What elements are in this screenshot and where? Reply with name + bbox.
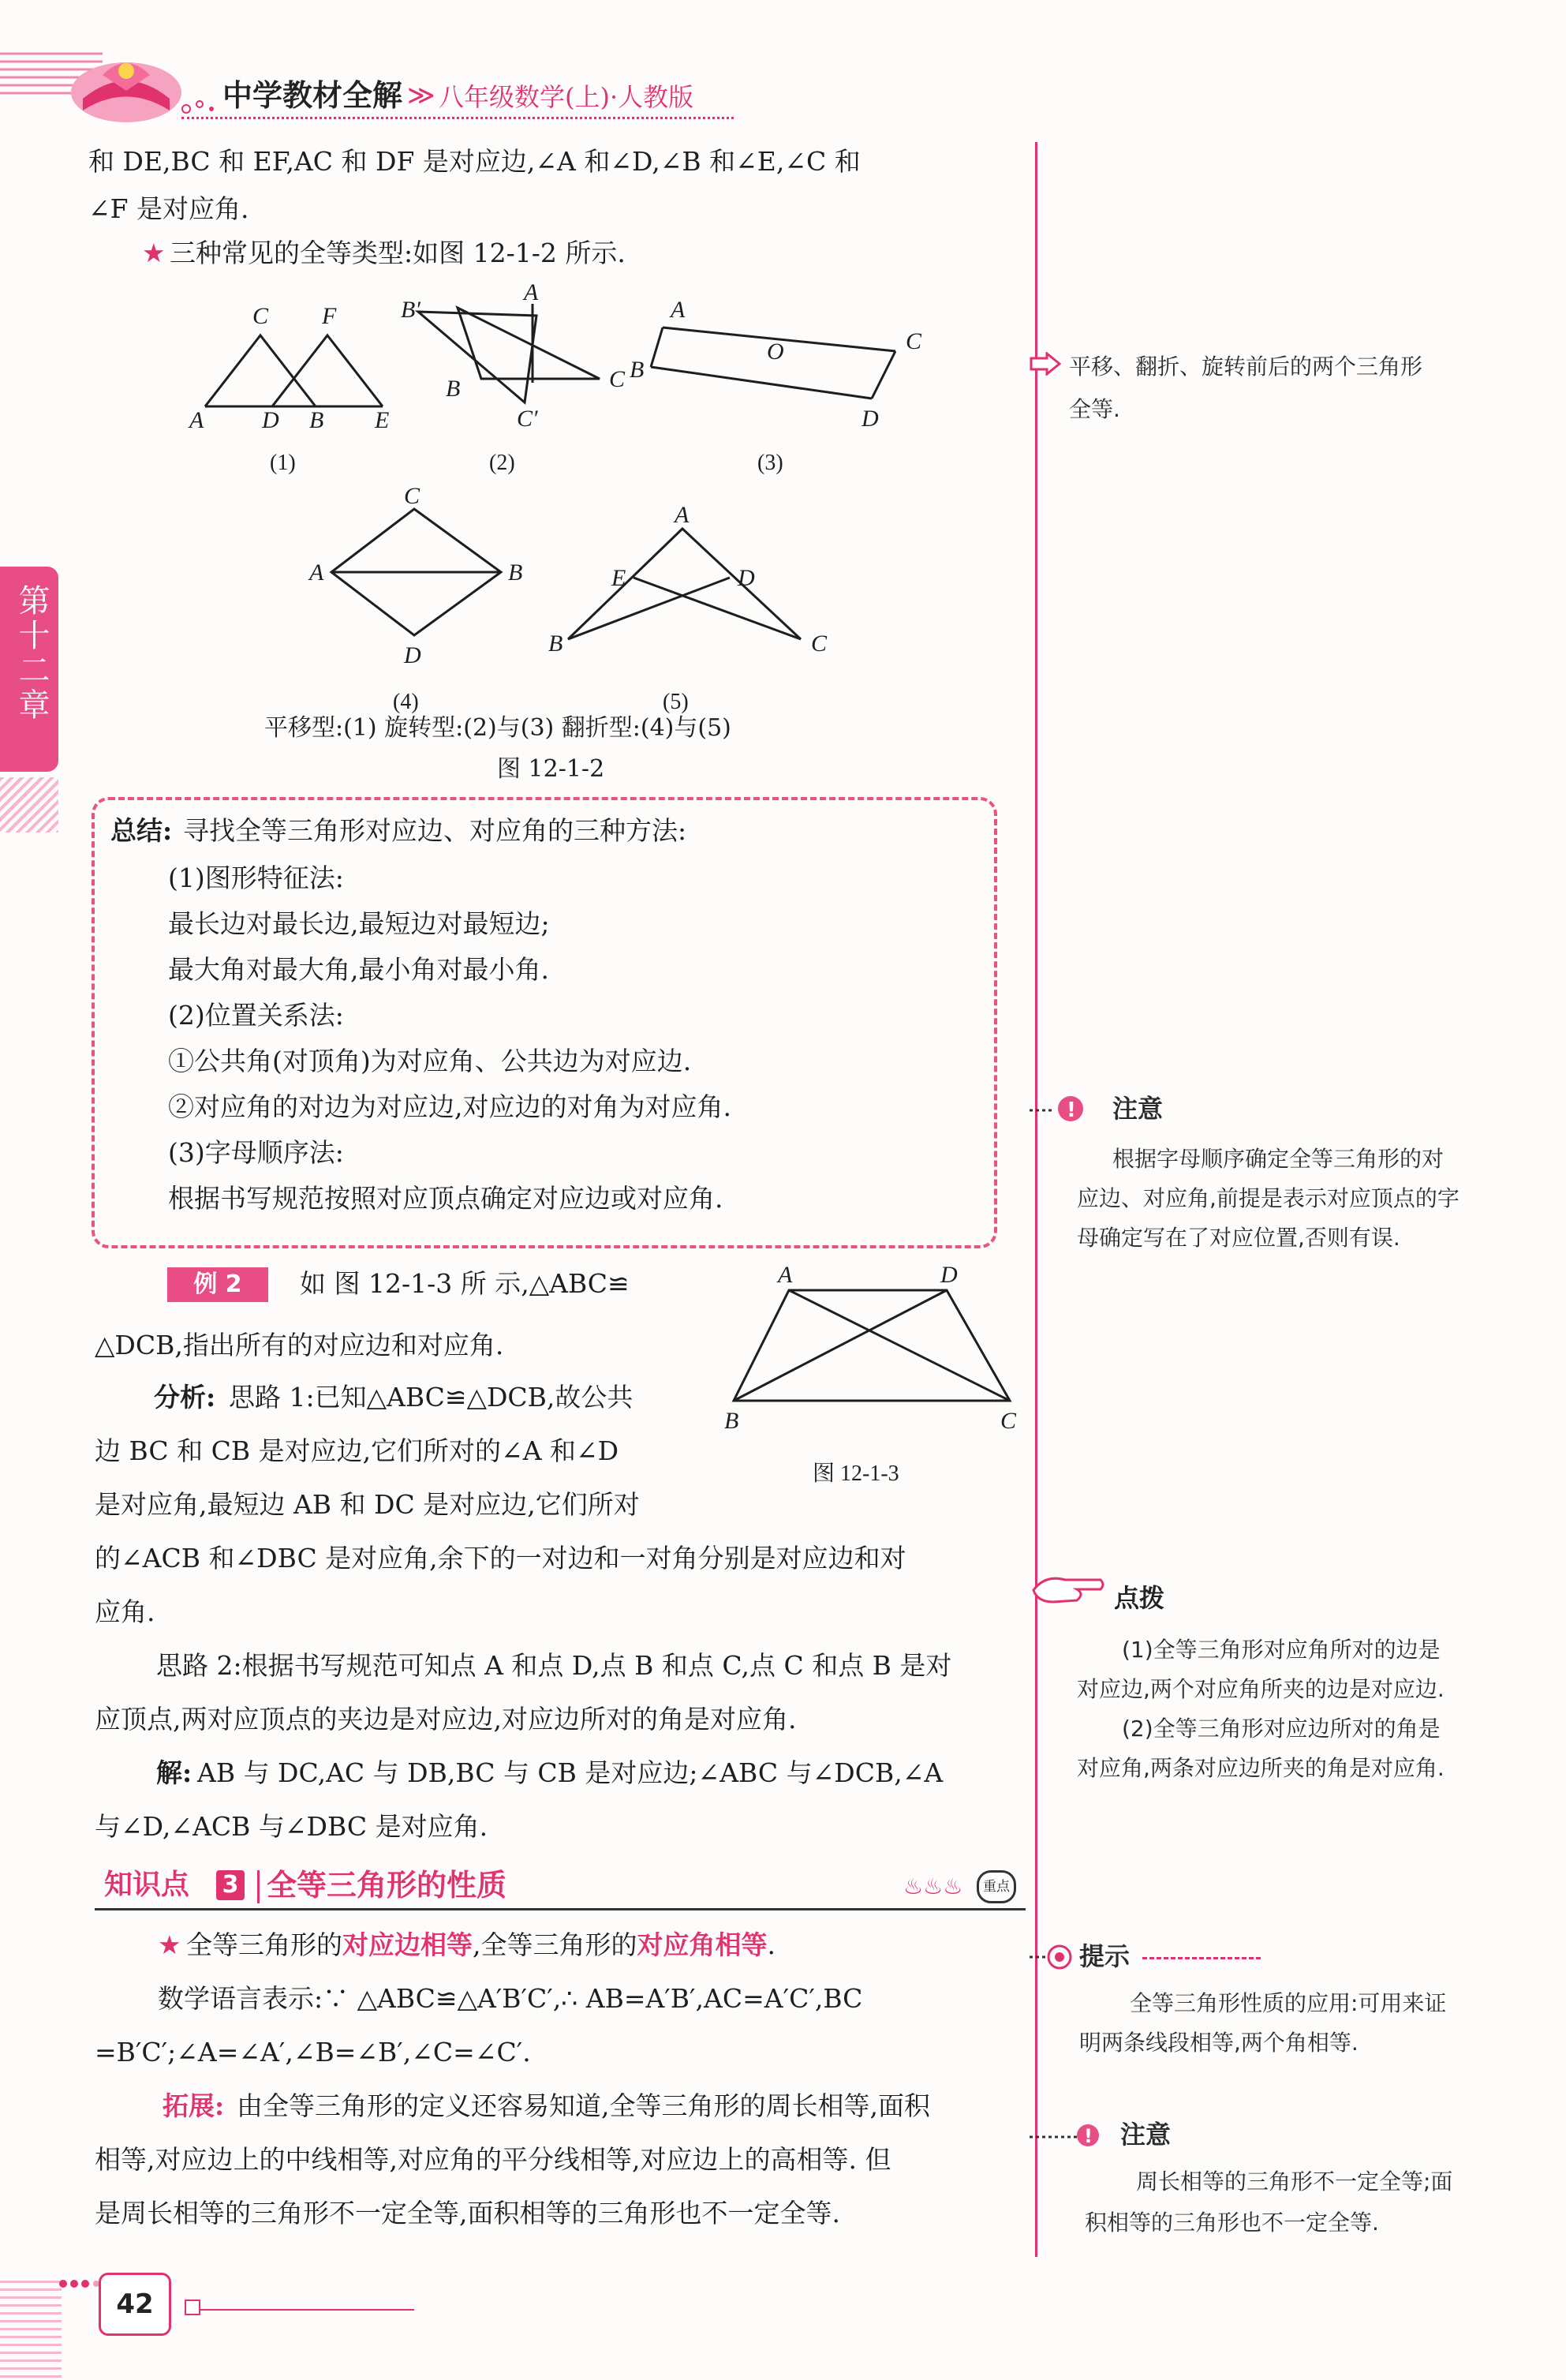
fig4-reflection	[308, 483, 522, 714]
summary-title: 总结:	[110, 815, 173, 846]
sidebar-note-1-line: 平移、翻折、旋转前后的两个三角形	[1069, 354, 1423, 380]
fig5-label-E: E	[611, 565, 626, 591]
knowledge-prefix: 知识点	[104, 1869, 190, 1901]
star-icon: ★	[142, 238, 166, 268]
key-point-badge	[977, 1870, 1016, 1903]
attention-1-label: 注意	[1112, 1094, 1164, 1124]
attention-2-label: 注意	[1120, 2120, 1172, 2150]
tip-label: 点拨	[1114, 1583, 1165, 1613]
pointing-hand-icon	[1030, 1570, 1108, 1613]
fig13-label-D: D	[940, 1262, 958, 1288]
fig2-label-A: A	[524, 279, 539, 305]
tip-line: 对应角,两条对应边所夹的角是对应角.	[1077, 1755, 1445, 1781]
chapter-tab	[0, 567, 58, 772]
solution-label: 解:	[156, 1757, 192, 1788]
analysis-line: 应角.	[95, 1596, 155, 1627]
fig2-label-C: C	[609, 366, 626, 392]
knowledge-underline	[95, 1908, 1026, 1910]
book-title: 中学教材全解	[222, 77, 403, 113]
fig5-label-C: C	[811, 631, 828, 657]
chapter-tab-label: 第十二章	[13, 584, 50, 723]
header-chevron-icon: ≫	[407, 80, 435, 111]
footer-rule	[185, 2309, 414, 2311]
analysis-line: 是对应角,最短边 AB 和 DC 是对应边,它们所对	[95, 1489, 640, 1520]
arrow-pointer-icon	[1030, 352, 1061, 379]
hint-label: 提示	[1079, 1941, 1131, 1971]
chapter-tab-stripes	[0, 777, 58, 833]
fig4-label-B: B	[508, 559, 523, 586]
figure-12-1-2-caption: 图 12-1-2	[497, 755, 605, 783]
fig5-label-B: B	[548, 631, 563, 657]
fig13-label-C: C	[1000, 1408, 1017, 1434]
fig5-label-D: D	[738, 565, 755, 591]
property-part: 全等三角形的	[186, 1929, 342, 1960]
property-part: ,全等三角形的	[473, 1929, 637, 1960]
summary-line: 最长边对最长边,最短边对最短边;	[168, 908, 550, 939]
fig1-label-E: E	[375, 407, 390, 433]
example-tag	[167, 1267, 268, 1302]
analysis-line: 思路 2:根据书写规范可知点 A 和点 D,点 B 和点 C,点 C 和点 B 是对	[156, 1650, 952, 1681]
flame-icons: ♨♨♨	[903, 1873, 963, 1899]
extend-line: 由全等三角形的定义还容易知道,全等三角形的周长相等,面积	[237, 2090, 930, 2121]
extend-label: 拓展:	[163, 2090, 225, 2121]
fig1-label-A: A	[189, 407, 204, 433]
fig3-label-C: C	[906, 328, 922, 354]
header-dots	[180, 93, 227, 120]
attention-2-line: 周长相等的三角形不一定全等;面	[1136, 2169, 1453, 2195]
summary-line: 最大角对最大角,最小角对最小角.	[168, 954, 549, 985]
property-highlight: 对应边相等	[342, 1929, 473, 1960]
tip-line: (1)全等三角形对应角所对的边是	[1122, 1637, 1441, 1663]
solution-line: AB 与 DC,AC 与 DB,BC 与 CB 是对应边;∠ABC 与∠DCB,∠A	[197, 1757, 944, 1788]
fig4-caption: (4)	[393, 690, 419, 714]
fig5-reflection	[548, 502, 828, 714]
fig2-label-Cp: C′	[517, 406, 538, 432]
summary-line: ①公共角(对顶角)为对应角、公共边为对应边.	[168, 1046, 692, 1076]
math-language-line-1: 数学语言表示:∵ △ABC≌△A′B′C′,∴ AB=A′B′,AC=A′C′,BC	[158, 1983, 863, 2014]
fig3-label-A: A	[671, 297, 686, 323]
fig3-label-B: B	[630, 357, 645, 383]
fig1-caption: (1)	[270, 451, 296, 475]
fig4-label-A: A	[309, 559, 324, 586]
fig2-rotation	[401, 279, 626, 475]
hint-line: 明两条线段相等,两个角相等.	[1079, 2030, 1359, 2056]
knowledge-number-badge	[216, 1870, 245, 1900]
book-logo-icon	[67, 43, 185, 126]
figure-types-line: 平移型:(1) 旋转型:(2)与(3) 翻折型:(4)与(5)	[264, 714, 731, 742]
figure-12-1-3-caption: 图 12-1-3	[813, 1461, 899, 1486]
fig1-label-C: C	[252, 303, 269, 329]
page-number-box	[99, 2273, 171, 2336]
fig1-label-D: D	[262, 407, 279, 433]
analysis-line: 应顶点,两对应顶点的夹边是对应边,对应边所对的角是对应角.	[95, 1704, 797, 1734]
footer-dots	[57, 2276, 104, 2295]
fig5-caption: (5)	[663, 690, 689, 714]
property-part: .	[767, 1929, 776, 1960]
analysis-line: 思路 1:已知△ABC≌△DCB,故公共	[229, 1382, 634, 1413]
fig2-label-B: B	[446, 376, 461, 402]
knowledge-number: 3	[222, 1871, 239, 1899]
analysis-line: 边 BC 和 CB 是对应边,它们所对的∠A 和∠D	[95, 1435, 619, 1466]
analysis-line: 的∠ACB 和∠DBC 是对应角,余下的一对边和一对角分别是对应边和对	[95, 1543, 906, 1574]
fig1-label-F: F	[322, 303, 337, 329]
hint-dashes	[1142, 1957, 1261, 1959]
fig5-label-A: A	[675, 502, 690, 528]
summary-line: (1)图形特征法:	[168, 863, 344, 893]
summary-line: (2)位置关系法:	[168, 1000, 344, 1031]
fig4-label-C: C	[404, 483, 420, 509]
fig3-rotation	[630, 297, 922, 475]
attention-2	[1030, 2120, 1101, 2154]
fig4-label-D: D	[404, 642, 421, 668]
fig1-label-B: B	[309, 407, 324, 433]
fig2-caption: (2)	[489, 451, 515, 475]
page-number: 42	[116, 2288, 154, 2320]
fig3-label-D: D	[861, 406, 879, 432]
fig2-label-Bp: B′	[401, 297, 420, 323]
svg-text:!: !	[1084, 2125, 1093, 2147]
property-text	[186, 1925, 776, 1965]
example-tag-label: 例 2	[193, 1270, 242, 1298]
star-icon: ★	[158, 1929, 181, 1960]
example-question-line-1: 如 图 12-1-3 所 示,△ABC≌	[300, 1268, 630, 1299]
svg-text:!: !	[1067, 1098, 1076, 1122]
types-heading: 三种常见的全等类型:如图 12-1-2 所示.	[170, 238, 626, 268]
hint-icon	[1030, 1941, 1077, 1976]
solution-line: 与∠D,∠ACB 与∠DBC 是对应角.	[95, 1811, 488, 1842]
sidebar-note-1-line: 全等.	[1069, 396, 1120, 422]
footer-stripes	[0, 2281, 62, 2380]
knowledge-divider	[257, 1870, 260, 1903]
attention-1-line: 应边、对应角,前提是表示对应顶点的字	[1077, 1185, 1459, 1211]
header-rule	[181, 117, 734, 119]
example-question-line-2: △DCB,指出所有的对应边和对应角.	[95, 1330, 504, 1360]
fig13-label-B: B	[724, 1408, 739, 1434]
footer-square	[185, 2300, 200, 2315]
fig3-caption: (3)	[757, 451, 783, 475]
property-highlight: 对应角相等	[637, 1929, 768, 1960]
tip-line: 对应边,两个对应角所夹的边是对应边.	[1077, 1676, 1445, 1702]
extend-line: 是周长相等的三角形不一定全等,面积相等的三角形也不一定全等.	[95, 2198, 840, 2228]
sidebar-divider	[1035, 142, 1037, 2257]
attention-1-line: 根据字母顺序确定全等三角形的对	[1112, 1146, 1445, 1172]
fig1-translation	[188, 303, 389, 475]
attention-2-line: 积相等的三角形也不一定全等.	[1085, 2210, 1379, 2236]
knowledge-title: 全等三角形的性质	[267, 1868, 507, 1903]
fig3-label-O: O	[767, 339, 784, 365]
tip-line: (2)全等三角形对应边所对的角是	[1122, 1716, 1441, 1742]
attention-1	[1030, 1093, 1085, 1128]
intro-line-2: ∠F 是对应角.	[88, 193, 249, 224]
extend-line: 相等,对应边上的中线相等,对应角的平分线相等,对应边上的高相等. 但	[95, 2144, 891, 2175]
fig13-label-A: A	[778, 1262, 793, 1288]
figure-12-1-3	[710, 1255, 1026, 1491]
intro-line-1: 和 DE,BC 和 EF,AC 和 DF 是对应边,∠A 和∠D,∠B 和∠E,∠C 和	[88, 146, 861, 177]
math-language-line-2: =B′C′;∠A=∠A′,∠B=∠B′,∠C=∠C′.	[95, 2037, 531, 2068]
attention-1-line: 母确定写在了对应位置,否则有误.	[1077, 1225, 1400, 1251]
book-subtitle: 八年级数学(上)·人教版	[439, 82, 694, 112]
analysis-label: 分析:	[154, 1382, 216, 1413]
hint-line: 全等三角形性质的应用:可用来证	[1130, 1990, 1447, 2016]
key-point-label: 重点	[983, 1879, 1010, 1895]
summary-line: 根据书写规范按照对应顶点确定对应边或对应角.	[168, 1183, 723, 1214]
summary-line: ②对应角的对边为对应边,对应边的对角为对应角.	[168, 1091, 731, 1122]
summary-line: (3)字母顺序法:	[168, 1137, 344, 1168]
summary-title-rest: 寻找全等三角形对应边、对应角的三种方法:	[183, 815, 687, 846]
